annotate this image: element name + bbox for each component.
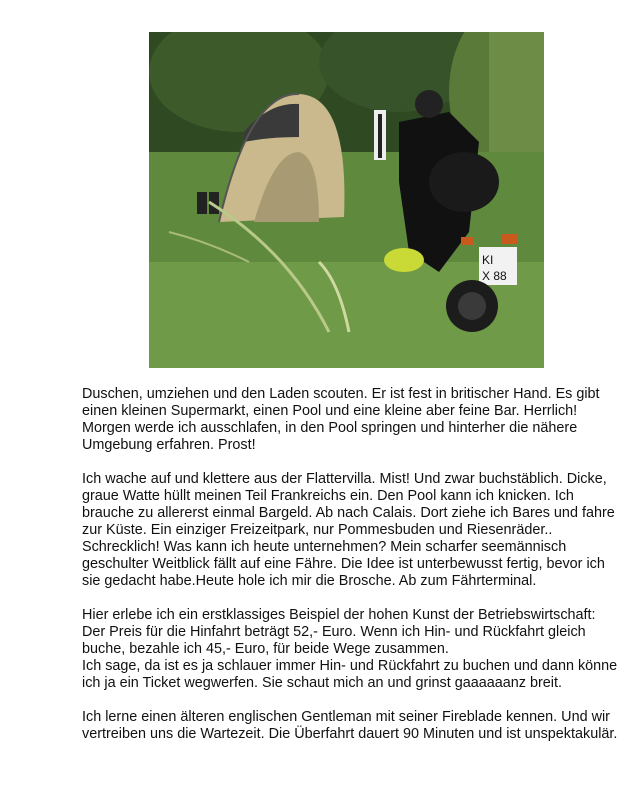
paragraph: Duschen, umziehen und den Laden scouten. Er ist fest in britischer Hand. Es gibt einen kleinen Supermarkt, einen Pool und eine kleine aber feine Bar. Herrlich! Morgen werde ich ausschlafen, in den Pool springen und hinterher die nähere Umgebung erfahren. Prost! bbox=[82, 386, 600, 453]
article-body bbox=[82, 386, 622, 760]
paragraph: Ich lerne einen älteren englischen Gentleman mit seiner Fireblade kennen. Und wir vertreiben uns die Wartezeit. Die Überfahrt dauert 90 Minuten und ist unspektakulär. bbox=[82, 709, 618, 742]
svg-text:KI: KI bbox=[482, 253, 494, 267]
svg-text:X 88: X 88 bbox=[482, 269, 507, 283]
motorcycle-camping-photo bbox=[149, 32, 544, 368]
paragraph: Ich wache auf und klettere aus der Flattervilla. Mist! Und zwar buchstäblich. Dicke, graue Watte hüllt meinen Teil Frankreichs ein. Den Pool kann ich knicken. Ich brauche zu allererst einmal Bargeld. Ab nach Calais. Dort ziehe ich Bares und fahre zur Küste. Ein einziger Freizeitpark, nur Pommesbuden und Riesenräder.. Schrecklich! Was kann ich heute unternehmen? Mein scharfer seemännisch geschulter Weitblick fällt auf eine Fähre. Die Idee ist unterbewusst fertig, bevor ich sie gedacht habe.Heute hole ich mir die Brosche. Ab zum Fährterminal. bbox=[82, 471, 615, 589]
paragraph: Hier erlebe ich ein erstklassiges Beispiel der hohen Kunst der Betriebswirtschaft: Der Preis für die Hinfahrt beträgt 52,- Euro. Wenn ich Hin- und Rückfahrt gleich buche, bezahle ich 45,- Euro, für beide Wege zusammen. Ich sage, da ist es ja schlauer immer Hin- und Rückfahrt zu buchen und dann könne ich ja ein Ticket wegwerfen. Sie schaut mich an und grinst gaaaaaanz breit. bbox=[82, 607, 618, 691]
